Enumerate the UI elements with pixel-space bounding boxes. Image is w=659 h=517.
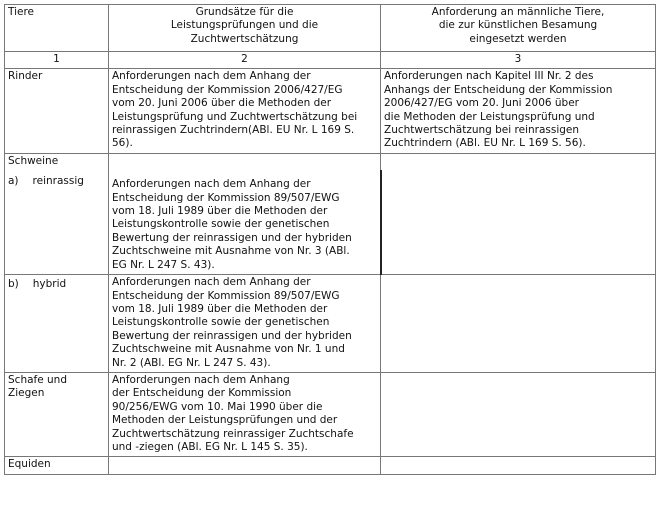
regulation-table bbox=[4, 4, 656, 475]
schweine-a-label: reinrassig bbox=[32, 175, 84, 188]
column-number-2: 2 bbox=[109, 52, 381, 69]
column-number-3: 3 bbox=[381, 52, 656, 69]
schafe-label: Schafe und Ziegen bbox=[5, 372, 109, 456]
schweine-label: Schweine bbox=[5, 153, 109, 170]
equiden-empty-3 bbox=[381, 457, 656, 474]
equiden-empty-2 bbox=[109, 457, 381, 474]
column-number-row bbox=[5, 52, 656, 69]
schweine-empty-3 bbox=[381, 153, 656, 170]
schafe-empty-3 bbox=[381, 372, 656, 456]
row-schweine bbox=[5, 153, 656, 170]
rinder-anforderung: Anforderungen nach Kapitel III Nr. 2 des Anhangs der Entscheidung der Kommission 2006/427/EG vom 20. Juni 2006 über die Methoden der Leistungsprüfung und Zuchtwertschätzung bei reinrassigen Zuchtrindern (ABl. EU Nr. L 169 S. 56). bbox=[381, 69, 656, 153]
row-equiden bbox=[5, 457, 656, 474]
schweine-b-empty-3 bbox=[381, 275, 656, 373]
schweine-a-cell bbox=[5, 170, 109, 274]
rinder-grundsaetze: Anforderungen nach dem Anhang der Entscheidung der Kommission 2006/427/EG vom 20. Juni 2006 über die Methoden der Leistungsprüfung und Zuchtwertschätzung bei reinrassigen Zuchtrindern(ABl. EU Nr. L 169 S. 56). bbox=[109, 69, 381, 153]
rinder-label: Rinder bbox=[5, 69, 109, 153]
schweine-b-letter: b) bbox=[8, 278, 19, 291]
schweine-b-label: hybrid bbox=[32, 278, 67, 291]
row-schweine-hybrid bbox=[5, 275, 656, 373]
equiden-label: Equiden bbox=[5, 457, 109, 474]
schweine-empty-2 bbox=[109, 153, 381, 170]
schweine-b-cell bbox=[5, 275, 109, 373]
header-anforderung: Anforderung an männliche Tiere, die zur künstlichen Besamung eingesetzt werden bbox=[381, 5, 656, 52]
header-grundsaetze: Grundsätze für die Leistungsprüfungen und die Zuchtwertschätzung bbox=[109, 5, 381, 52]
row-rinder bbox=[5, 69, 656, 153]
row-schweine-reinrassig bbox=[5, 170, 656, 274]
schweine-a-empty-3 bbox=[381, 170, 656, 274]
header-row bbox=[5, 5, 656, 52]
schweine-a-letter: a) bbox=[8, 175, 19, 188]
column-number-1: 1 bbox=[5, 52, 109, 69]
schweine-a-grundsaetze: Anforderungen nach dem Anhang der Entscheidung der Kommission 89/507/EWG vom 18. Juli 1989 über die Methoden der Leistungskontrolle sowie der genetischen Bewertung der reinrassigen und der hybriden Zuchtschweine mit Ausnahme von Nr. 3 (ABl. EG Nr. L 247 S. 43). bbox=[109, 170, 381, 274]
row-schafe-ziegen bbox=[5, 372, 656, 456]
schafe-grundsaetze: Anforderungen nach dem Anhang der Entscheidung der Kommission 90/256/EWG vom 10. Mai 1990 über die Methoden der Leistungsprüfungen und der Zuchtwertschätzung reinrassiger Zuchtschafe und -ziegen (ABl. EG Nr. L 145 S. 35). bbox=[109, 372, 381, 456]
schweine-b-grundsaetze: Anforderungen nach dem Anhang der Entscheidung der Kommission 89/507/EWG vom 18. Juli 1989 über die Methoden der Leistungskontrolle sowie der genetischen Bewertung der reinrassigen und der hybriden Zuchtschweine mit Ausnahme von Nr. 1 und Nr. 2 (ABl. EG Nr. L 247 S. 43). bbox=[109, 275, 381, 373]
header-tiere: Tiere bbox=[5, 5, 109, 52]
